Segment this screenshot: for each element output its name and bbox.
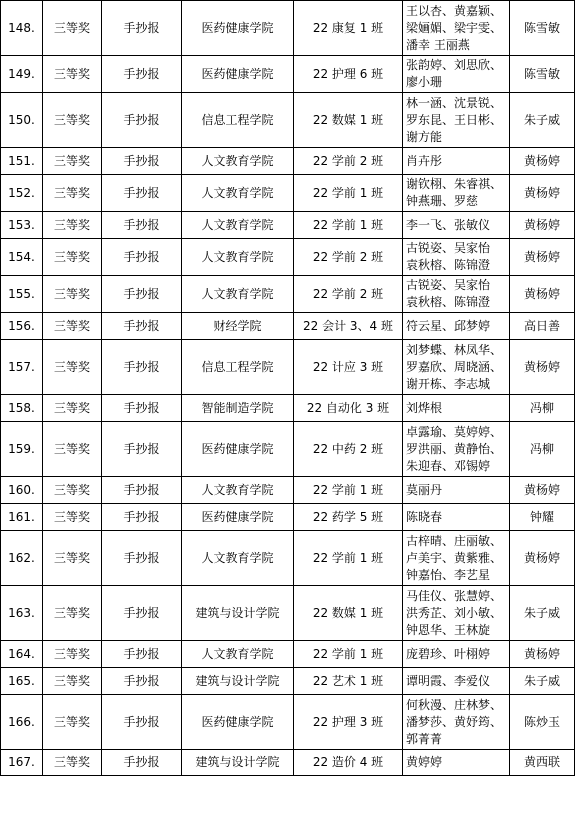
award-level-cell: 三等奖: [43, 750, 102, 776]
student-names-line: 陈晓春: [406, 509, 443, 524]
student-names-line: 谢开栋、李志城: [406, 376, 491, 391]
student-names-line: 何秋漫、庄林梦、: [406, 697, 503, 712]
student-names-line: 肖卉彤: [406, 153, 443, 168]
class-cell: 22 中药 2 班: [294, 422, 403, 477]
teacher-cell: 黄杨婷: [510, 175, 575, 212]
entry-type-cell: 手抄报: [102, 148, 182, 175]
award-level-cell: 三等奖: [43, 56, 102, 93]
entry-type-cell: 手抄报: [102, 313, 182, 340]
teacher-cell: 黄西联: [510, 750, 575, 776]
entry-type-cell: 手抄报: [102, 212, 182, 239]
college-cell: 建筑与设计学院: [182, 668, 294, 695]
class-cell: 22 数媒 1 班: [294, 93, 403, 148]
student-names-line: 谭明霞、李爱仪: [406, 673, 491, 688]
award-level-cell: 三等奖: [43, 641, 102, 668]
teacher-cell: 黄杨婷: [510, 276, 575, 313]
student-names-line: 廖小珊: [406, 75, 443, 89]
award-level-cell: 三等奖: [43, 695, 102, 750]
teacher-cell: 朱子威: [510, 93, 575, 148]
award-level-cell: 三等奖: [43, 276, 102, 313]
students-cell: [403, 276, 510, 313]
teacher-cell: 黄杨婷: [510, 641, 575, 668]
row-number-cell: 149.: [1, 56, 43, 93]
class-cell: 22 学前 1 班: [294, 212, 403, 239]
student-names-line: 朱迎春、邓锡婷: [406, 458, 491, 473]
table-row: [1, 641, 575, 668]
class-cell: 22 药学 5 班: [294, 504, 403, 531]
table-row: [1, 93, 575, 148]
college-cell: 信息工程学院: [182, 93, 294, 148]
teacher-cell: 冯柳: [510, 422, 575, 477]
college-cell: 人文教育学院: [182, 239, 294, 276]
awards-table-body: [1, 1, 575, 776]
row-number-cell: 163.: [1, 586, 43, 641]
class-cell: 22 数媒 1 班: [294, 586, 403, 641]
students-cell: [403, 212, 510, 239]
student-names-line: 钟嘉怡、李艺星: [406, 567, 491, 582]
table-row: [1, 56, 575, 93]
student-names-line: 刘烨根: [406, 400, 443, 415]
student-names-line: 黄婷婷: [406, 755, 443, 769]
award-level-cell: 三等奖: [43, 531, 102, 586]
student-names-line: 钟燕珊、罗慈: [406, 194, 479, 208]
student-names-line: 潘梦莎、黄妤筠、: [406, 714, 503, 729]
award-level-cell: 三等奖: [43, 668, 102, 695]
row-number-cell: 162.: [1, 531, 43, 586]
college-cell: 财经学院: [182, 313, 294, 340]
student-names-line: 李一飞、张敏仪: [406, 217, 491, 232]
student-names-line: 罗嘉欣、周晓涵、: [406, 359, 503, 374]
students-cell: [403, 668, 510, 695]
college-cell: 人文教育学院: [182, 175, 294, 212]
student-names-line: 古锐姿、吴家怡: [406, 278, 491, 292]
students-cell: [403, 695, 510, 750]
college-cell: 医药健康学院: [182, 1, 294, 56]
table-row: [1, 1, 575, 56]
class-cell: 22 艺术 1 班: [294, 668, 403, 695]
student-names-line: 梁婳媚、梁宇雯、: [406, 20, 503, 35]
row-number-cell: 167.: [1, 750, 43, 776]
students-cell: [403, 531, 510, 586]
college-cell: 人文教育学院: [182, 477, 294, 504]
row-number-cell: 152.: [1, 175, 43, 212]
row-number-cell: 161.: [1, 504, 43, 531]
students-cell: [403, 422, 510, 477]
table-row: [1, 148, 575, 175]
students-cell: [403, 586, 510, 641]
entry-type-cell: 手抄报: [102, 586, 182, 641]
row-number-cell: 157.: [1, 340, 43, 395]
row-number-cell: 158.: [1, 395, 43, 422]
award-level-cell: 三等奖: [43, 586, 102, 641]
row-number-cell: 164.: [1, 641, 43, 668]
entry-type-cell: 手抄报: [102, 641, 182, 668]
teacher-cell: 冯柳: [510, 395, 575, 422]
college-cell: 人文教育学院: [182, 531, 294, 586]
college-cell: 人文教育学院: [182, 276, 294, 313]
class-cell: 22 学前 2 班: [294, 276, 403, 313]
entry-type-cell: 手抄报: [102, 504, 182, 531]
row-number-cell: 160.: [1, 477, 43, 504]
class-cell: 22 康复 1 班: [294, 1, 403, 56]
students-cell: [403, 56, 510, 93]
table-row: [1, 395, 575, 422]
award-level-cell: 三等奖: [43, 175, 102, 212]
teacher-cell: 黄杨婷: [510, 148, 575, 175]
teacher-cell: 朱子威: [510, 668, 575, 695]
table-row: [1, 239, 575, 276]
class-cell: 22 计应 3 班: [294, 340, 403, 395]
college-cell: 人文教育学院: [182, 148, 294, 175]
entry-type-cell: 手抄报: [102, 422, 182, 477]
award-level-cell: 三等奖: [43, 477, 102, 504]
student-names-line: 符云星、邱梦婷: [406, 318, 491, 333]
student-names-line: 林一涵、沈景锐、: [406, 95, 503, 110]
student-names-line: 庞碧珍、叶栩婷: [406, 646, 491, 661]
entry-type-cell: 手抄报: [102, 340, 182, 395]
table-row: [1, 504, 575, 531]
teacher-cell: 黄杨婷: [510, 531, 575, 586]
student-names-line: 马佳仪、张慧婷、: [406, 588, 503, 603]
entry-type-cell: 手抄报: [102, 668, 182, 695]
teacher-cell: 陈雪敏: [510, 56, 575, 93]
college-cell: 智能制造学院: [182, 395, 294, 422]
award-level-cell: 三等奖: [43, 1, 102, 56]
teacher-cell: 黄杨婷: [510, 212, 575, 239]
row-number-cell: 166.: [1, 695, 43, 750]
teacher-cell: 陈炒玉: [510, 695, 575, 750]
class-cell: 22 护理 3 班: [294, 695, 403, 750]
student-names-line: 钟恩华、王林旋: [406, 622, 491, 637]
row-number-cell: 156.: [1, 313, 43, 340]
award-level-cell: 三等奖: [43, 395, 102, 422]
college-cell: 医药健康学院: [182, 56, 294, 93]
table-row: [1, 586, 575, 641]
student-names-line: 王以杏、黄嘉颖、: [406, 3, 503, 18]
table-row: [1, 750, 575, 776]
entry-type-cell: 手抄报: [102, 276, 182, 313]
students-cell: [403, 93, 510, 148]
students-cell: [403, 750, 510, 776]
teacher-cell: 黄杨婷: [510, 239, 575, 276]
students-cell: [403, 313, 510, 340]
entry-type-cell: 手抄报: [102, 750, 182, 776]
students-cell: [403, 175, 510, 212]
students-cell: [403, 148, 510, 175]
table-row: [1, 477, 575, 504]
class-cell: 22 学前 2 班: [294, 148, 403, 175]
table-row: [1, 422, 575, 477]
award-level-cell: 三等奖: [43, 93, 102, 148]
table-row: [1, 340, 575, 395]
table-row: [1, 276, 575, 313]
student-names-line: 洪秀芷、刘小敏、: [406, 605, 503, 620]
teacher-cell: 钟耀: [510, 504, 575, 531]
entry-type-cell: 手抄报: [102, 56, 182, 93]
award-level-cell: 三等奖: [43, 340, 102, 395]
entry-type-cell: 手抄报: [102, 477, 182, 504]
entry-type-cell: 手抄报: [102, 175, 182, 212]
student-names-line: 谢钦栩、朱睿祺、: [406, 177, 503, 191]
teacher-cell: 黄杨婷: [510, 340, 575, 395]
class-cell: 22 造价 4 班: [294, 750, 403, 776]
table-row: [1, 175, 575, 212]
entry-type-cell: 手抄报: [102, 395, 182, 422]
student-names-line: 郭菁菁: [406, 731, 443, 746]
row-number-cell: 148.: [1, 1, 43, 56]
entry-type-cell: 手抄报: [102, 239, 182, 276]
student-names-line: 潘幸 王丽燕: [406, 37, 470, 52]
entry-type-cell: 手抄报: [102, 695, 182, 750]
college-cell: 人文教育学院: [182, 212, 294, 239]
table-row: [1, 212, 575, 239]
student-names-line: 袁秋榕、陈锦澄: [406, 295, 491, 309]
student-names-line: 莫丽丹: [406, 482, 443, 497]
entry-type-cell: 手抄报: [102, 93, 182, 148]
college-cell: 建筑与设计学院: [182, 750, 294, 776]
college-cell: 信息工程学院: [182, 340, 294, 395]
row-number-cell: 151.: [1, 148, 43, 175]
class-cell: 22 学前 1 班: [294, 641, 403, 668]
student-names-line: 刘梦蝶、林凤华、: [406, 342, 503, 357]
table-row: [1, 313, 575, 340]
entry-type-cell: 手抄报: [102, 531, 182, 586]
college-cell: 建筑与设计学院: [182, 586, 294, 641]
entry-type-cell: 手抄报: [102, 1, 182, 56]
teacher-cell: 黄杨婷: [510, 477, 575, 504]
award-level-cell: 三等奖: [43, 422, 102, 477]
award-level-cell: 三等奖: [43, 148, 102, 175]
student-names-line: 卓露瑜、莫婷婷、: [406, 424, 503, 439]
class-cell: 22 护理 6 班: [294, 56, 403, 93]
college-cell: 人文教育学院: [182, 641, 294, 668]
award-level-cell: 三等奖: [43, 239, 102, 276]
teacher-cell: 高日善: [510, 313, 575, 340]
class-cell: 22 学前 1 班: [294, 175, 403, 212]
row-number-cell: 153.: [1, 212, 43, 239]
class-cell: 22 会计 3、4 班: [294, 313, 403, 340]
college-cell: 医药健康学院: [182, 504, 294, 531]
student-names-line: 张韵婷、刘思欣、: [406, 58, 503, 72]
students-cell: [403, 504, 510, 531]
row-number-cell: 154.: [1, 239, 43, 276]
college-cell: 医药健康学院: [182, 695, 294, 750]
student-names-line: 古锐姿、吴家怡: [406, 241, 491, 255]
teacher-cell: 朱子威: [510, 586, 575, 641]
table-row: [1, 695, 575, 750]
students-cell: [403, 1, 510, 56]
award-level-cell: 三等奖: [43, 212, 102, 239]
class-cell: 22 自动化 3 班: [294, 395, 403, 422]
student-names-line: 罗洪丽、黄静怡、: [406, 441, 503, 456]
student-names-line: 袁秋榕、陈锦澄: [406, 258, 491, 272]
class-cell: 22 学前 2 班: [294, 239, 403, 276]
row-number-cell: 150.: [1, 93, 43, 148]
student-names-line: 罗东昆、王日彬、: [406, 112, 503, 127]
teacher-cell: 陈雪敏: [510, 1, 575, 56]
class-cell: 22 学前 1 班: [294, 477, 403, 504]
student-names-line: 古梓晴、庄丽敏、: [406, 533, 503, 548]
class-cell: 22 学前 1 班: [294, 531, 403, 586]
table-row: [1, 531, 575, 586]
row-number-cell: 159.: [1, 422, 43, 477]
students-cell: [403, 239, 510, 276]
students-cell: [403, 477, 510, 504]
row-number-cell: 165.: [1, 668, 43, 695]
students-cell: [403, 340, 510, 395]
row-number-cell: 155.: [1, 276, 43, 313]
student-names-line: 卢美宇、黄紫雅、: [406, 550, 503, 565]
table-row: [1, 668, 575, 695]
students-cell: [403, 395, 510, 422]
award-level-cell: 三等奖: [43, 504, 102, 531]
award-level-cell: 三等奖: [43, 313, 102, 340]
college-cell: 医药健康学院: [182, 422, 294, 477]
students-cell: [403, 641, 510, 668]
student-names-line: 谢方能: [406, 129, 443, 144]
